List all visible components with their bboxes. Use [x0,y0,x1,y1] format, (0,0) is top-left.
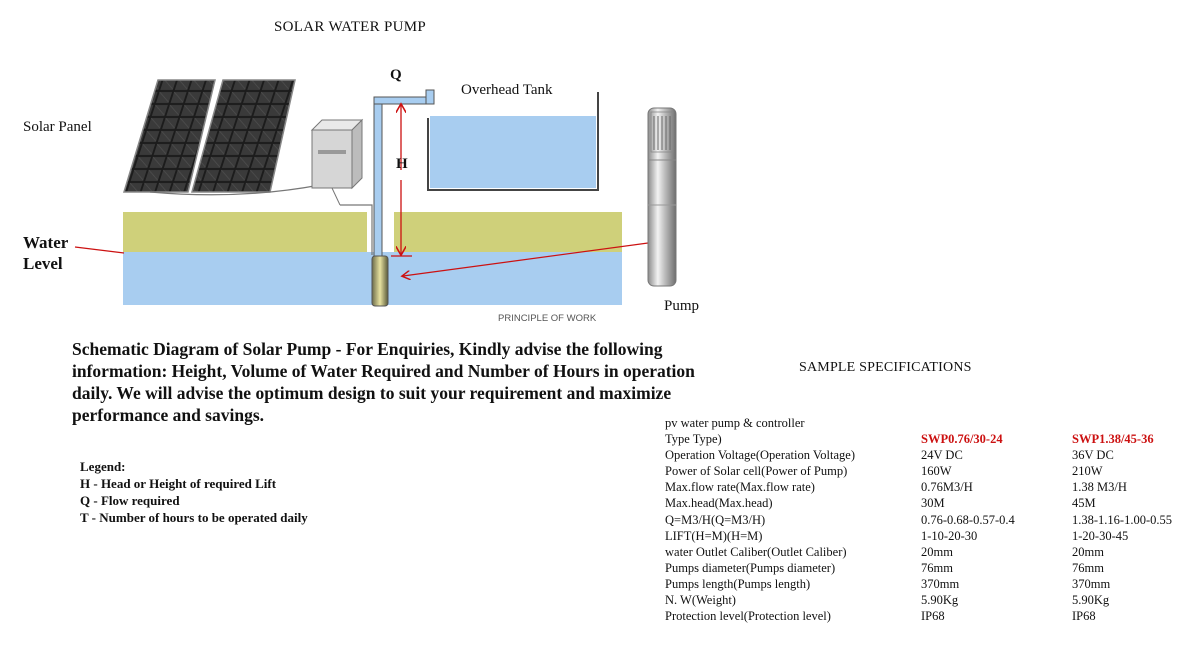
spec-value-model-1: 370mm [921,576,960,591]
soil-left [123,212,367,252]
spec-parameter: Protection level(Protection level) [665,609,831,624]
legend-item: H - Head or Height of required Lift [80,476,277,491]
solar-panel-array [124,80,320,195]
spec-value-model-2: 20mm [1072,544,1104,559]
legend-item: T - Number of hours to be operated daily [80,510,308,525]
label-water-line1: Water [23,233,69,252]
spec-parameter: Type Type) [665,432,722,447]
label-water-line2: Level [23,254,63,273]
overhead-tank [428,92,598,190]
spec-parameter: Power of Solar cell(Power of Pump) [665,464,848,479]
spec-parameter: LIFT(H=M)(H=M) [665,528,763,543]
soil-right [394,212,622,252]
label-h: H [396,156,408,172]
spec-value-model-1: 1-10-20-30 [921,528,978,543]
spec-value-model-2: 1.38 M3/H [1072,480,1127,495]
spec-parameter: Operation Voltage(Operation Voltage) [665,448,856,463]
spec-value-model-2: 370mm [1072,576,1111,591]
spec-value-model-1: IP68 [921,609,945,624]
spec-value-model-1: SWP0.76/30-24 [921,432,1003,447]
spec-value-model-2: IP68 [1072,609,1096,624]
spec-value-model-2: 1.38-1.16-1.00-0.55 [1072,512,1172,527]
spec-parameter: Q=M3/H(Q=M3/H) [665,512,766,527]
label-solar-panel: Solar Panel [23,119,92,135]
solar-pump-schematic [0,0,760,330]
legend [80,458,308,526]
label-water-level [23,232,68,274]
spec-parameter: Pumps diameter(Pumps diameter) [665,560,836,575]
spec-value-model-2: 210W [1072,464,1103,479]
spec-parameter: N. W(Weight) [665,593,736,608]
spec-value-model-2: 1-20-30-45 [1072,528,1129,543]
label-pump: Pump [664,298,700,314]
page-title: SOLAR WATER PUMP [274,19,427,35]
diagram-caption: PRINCIPLE OF WORK [498,313,597,324]
spec-value-model-1: 24V DC [921,448,963,463]
spec-value-model-1: 20mm [921,544,953,559]
specs-caption: pv water pump & controller [665,416,805,430]
spec-value-model-1: 160W [921,464,952,479]
spec-parameter: Max.head(Max.head) [665,496,773,511]
label-overhead-tank: Overhead Tank [461,82,553,98]
pump-illustration [648,108,676,286]
spec-value-model-2: SWP1.38/45-36 [1072,432,1154,447]
enquiry-paragraph: Schematic Diagram of Solar Pump - For Enquiries, Kindly advise the following information: Height, Volume of Water Required and Number of Hours in operation daily. We will advise the optimum design to suit your requirement and maximize performance and savings. [72,339,695,425]
spec-value-model-1: 5.90Kg [921,593,959,608]
spec-value-model-1: 76mm [921,560,953,575]
spec-value-model-2: 5.90Kg [1072,593,1110,608]
spec-parameter: Max.flow rate(Max.flow rate) [665,480,815,495]
water-level-pointer [75,247,124,253]
submersible-pump-small [372,256,388,306]
spec-parameter: water Outlet Caliber(Outlet Caliber) [665,544,847,559]
spec-value-model-2: 45M [1072,496,1096,511]
spec-value-model-2: 76mm [1072,560,1104,575]
spec-value-model-2: 36V DC [1072,448,1114,463]
label-q: Q [390,67,402,83]
specs-title: SAMPLE SPECIFICATIONS [799,360,972,375]
spec-value-model-1: 0.76M3/H [921,480,973,495]
spec-value-model-1: 0.76-0.68-0.57-0.4 [921,512,1015,527]
spec-value-model-1: 30M [921,496,945,511]
legend-item: Q - Flow required [80,493,180,508]
legend-title: Legend: [80,459,126,474]
spec-parameter: Pumps length(Pumps length) [665,576,811,591]
